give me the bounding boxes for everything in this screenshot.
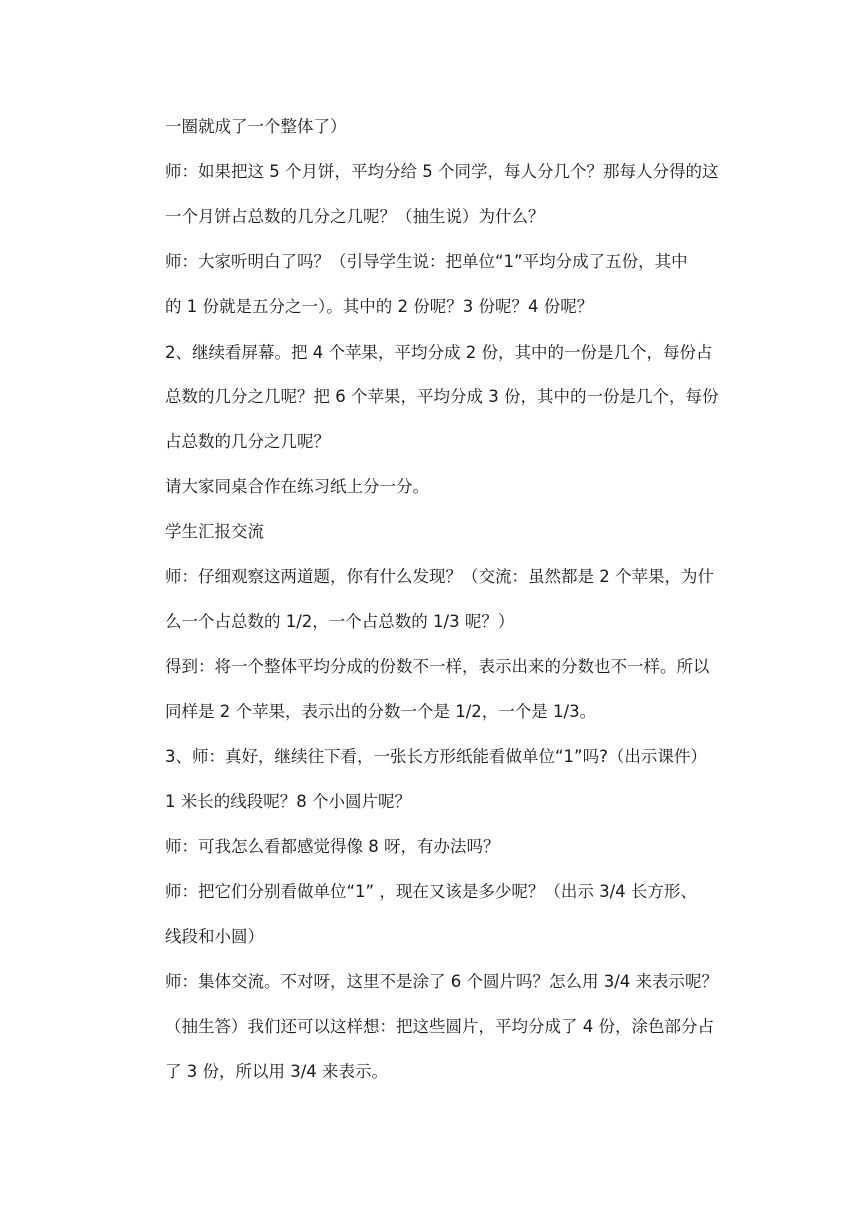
text-line: 师：大家听明白了吗？（引导学生说：把单位“1”平均分成了五份，其中 [165, 252, 688, 271]
text-line: 同样是 2 个苹果，表示出的分数一个是 1/2，一个是 1/3。 [165, 702, 597, 721]
text-line: 师：把它们分别看做单位“1” ，现在又该是多少呢？（出示 3/4 长方形、 [165, 882, 697, 901]
text-line: 得到：将一个整体平均分成的份数不一样，表示出来的分数也不一样。所以 [165, 657, 710, 676]
text-line: 么一个占总数的 1/2，一个占总数的 1/3 呢？） [165, 612, 515, 631]
text-line: 2、继续看屏幕。把 4 个苹果，平均分成 2 份，其中的一份是几个，每份占 [165, 343, 713, 362]
text-line: 师：集体交流。不对呀，这里不是涂了 6 个圆片吗？怎么用 3/4 来表示呢？ [165, 972, 719, 991]
text-line: 师：如果把这 5 个月饼，平均分给 5 个同学，每人分几个？那每人分得的这 [165, 162, 719, 181]
text-line: 一个月饼占总数的几分之几呢？（抽生说）为什么？ [165, 207, 545, 226]
text-line: （抽生答）我们还可以这样想：把这些圆片，平均分成了 4 份，涂色部分占 [165, 1017, 714, 1036]
text-line: 一圈就成了一个整体了） [165, 117, 347, 136]
text-line: 的 1 份就是五分之一）。其中的 2 份呢？3 份呢？4 份呢？ [165, 297, 594, 316]
text-line: 线段和小圆） [165, 927, 264, 946]
text-line: 学生汇报交流 [165, 522, 264, 541]
text-line: 请大家同桌合作在练习纸上分一分。 [165, 477, 429, 496]
text-line: 师：可我怎么看都感觉得像 8 呀，有办法吗？ [165, 837, 500, 856]
text-line: 1 米长的线段呢？8 个小圆片呢？ [165, 792, 411, 811]
text-line: 占总数的几分之几呢？ [165, 432, 330, 451]
text-line: 师：仔细观察这两道题，你有什么发现？（交流：虽然都是 2 个苹果，为什 [165, 567, 714, 586]
text-line: 3、师：真好，继续往下看，一张长方形纸能看做单位“1”吗?（出示课件） [165, 747, 707, 766]
text-line: 了 3 份，所以用 3/4 来表示。 [165, 1062, 389, 1081]
text-line: 总数的几分之几呢？把 6 个苹果，平均分成 3 份，其中的一份是几个，每份 [165, 387, 719, 406]
